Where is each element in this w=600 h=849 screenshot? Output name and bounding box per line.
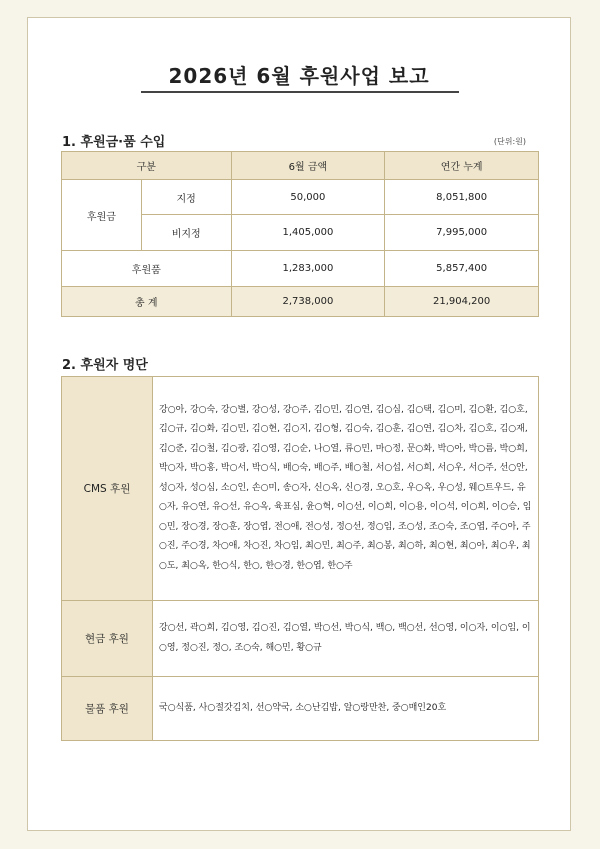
total-month: 2,738,000 [231,287,385,317]
header-annual: 연간 누계 [385,152,539,180]
total-label: 총 계 [62,287,232,317]
section-donors-heading: 2. 후원자 명단 [62,358,148,373]
row-label: 지정 [141,180,231,215]
table-row [62,180,539,215]
table-row [62,251,539,287]
total-annual: 21,904,200 [385,287,539,317]
income-header-row [62,152,539,180]
donor-type: 현금 후원 [62,601,153,677]
section-income-heading: 1. 후원금·품 수입 [62,135,166,150]
donor-type: 물품 후원 [62,677,153,741]
donor-table [61,376,539,741]
row-label: 비지정 [141,215,231,251]
group-label: 후원금 [62,180,142,251]
header-month: 6월 금액 [231,152,385,180]
donor-type: CMS 후원 [62,377,153,601]
total-row [62,287,539,317]
goods-label: 후원품 [62,251,232,287]
row-annual: 8,051,800 [385,180,539,215]
title-underline [141,91,459,93]
row-month: 50,000 [231,180,385,215]
goods-month: 1,283,000 [231,251,385,287]
header-category: 구분 [62,152,232,180]
goods-annual: 5,857,400 [385,251,539,287]
donor-names: 강○선, 곽○희, 김○영, 김○진, 김○열, 박○선, 박○식, 백○, 백○선, 선○영, 이○자, 이○임, 이○영, 정○진, 정○, 조○숙, 해○민, 황○규 [153,601,539,677]
table-row [62,377,539,601]
row-month: 1,405,000 [231,215,385,251]
table-row [62,677,539,741]
row-annual: 7,995,000 [385,215,539,251]
report-page [27,17,571,831]
unit-label: (단위:원) [493,137,526,146]
donor-names: 국○식품, 사○절갓김치, 선○약국, 소○난김밥, 알○랑만찬, 중○매인20호 [153,677,539,741]
table-row [62,601,539,677]
income-table [61,151,539,317]
donor-names: 강○아, 강○숙, 강○별, 강○성, 강○주, 김○민, 김○연, 김○심, 김○택, 김○미, 김○환, 김○호, 김○규, 김○화, 김○민, 김○현, 김○지, 김○형, 김○숙, 김○훈, 김○연, 김○차, 김○호, 김○재, 김○준, 김○철, 김○광, 김○영, 김○순, 나○열, 류○민, 마○정, 문○화, 박○아, 박○름, 박○희, 박○자, 박○홍, 박○서, 박○식, 배○숙, 배○주, 배○철, 서○섭, 서○희, 서○우, 서○주, 선○안, 성○자, 성○심, 소○인, 손○미, 송○자, 신○옥, 신○경, 오○호, 우○옥, 우○성, 웨○트우드, 유○자, 유○연, 유○선, 유○옥, 육표심, 윤○혁, 이○선, 이○희, 이○용, 이○석, 이○희, 이○승, 임○민, 장○경, 장○훈, 장○엽, 전○애, 전○성, 정○선, 정○임, 조○성, 조○숙, 조○엽, 주○아, 주○진, 주○경, 차○애, 차○진, 차○임, 최○민, 최○주, 최○봉, 최○하, 최○현, 최○아, 최○우, 최○도, 최○옥, 한○식, 한○, 한○경, 한○엽, 한○주 [153,377,539,601]
page-title: 2026년 6월 후원사업 보고 [168,64,430,88]
